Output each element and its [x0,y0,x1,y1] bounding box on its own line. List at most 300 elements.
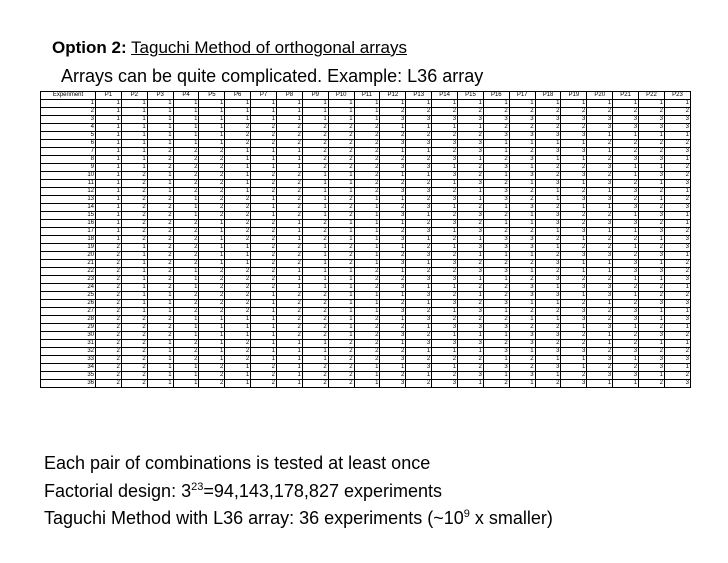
level-cell: 3 [406,292,432,300]
level-cell: 1 [225,156,251,164]
level-cell: 1 [199,356,225,364]
level-cell: 2 [225,300,251,308]
table-header-row [41,92,691,100]
header-p10: P10 [328,92,354,100]
level-cell: 1 [664,212,690,220]
level-cell: 1 [432,348,458,356]
level-cell: 1 [121,124,147,132]
level-cell: 1 [587,340,613,348]
level-cell: 2 [458,108,484,116]
level-cell: 1 [173,276,199,284]
level-cell: 1 [587,380,613,388]
level-cell: 2 [561,332,587,340]
level-cell: 2 [535,308,561,316]
level-cell: 2 [277,140,303,148]
level-cell: 1 [147,100,173,108]
level-cell: 2 [173,148,199,156]
level-cell: 3 [509,156,535,164]
level-cell: 2 [587,172,613,180]
level-cell: 1 [302,340,328,348]
title-link[interactable]: Taguchi Method of orthogonal arrays [131,38,407,57]
level-cell: 1 [483,332,509,340]
level-cell: 2 [483,316,509,324]
level-cell: 2 [328,140,354,148]
taguchi-prefix: Taguchi Method with L36 array: 36 experiments (~10 [44,508,464,528]
level-cell: 1 [587,260,613,268]
level-cell: 1 [483,148,509,156]
level-cell: 1 [328,316,354,324]
level-cell: 1 [302,276,328,284]
level-cell: 1 [509,212,535,220]
level-cell: 1 [225,116,251,124]
level-cell: 3 [664,244,690,252]
level-cell: 2 [639,244,665,252]
level-cell: 1 [328,276,354,284]
level-cell: 3 [664,356,690,364]
level-cell: 2 [147,324,173,332]
level-cell: 1 [147,340,173,348]
level-cell: 1 [354,196,380,204]
level-cell: 1 [535,228,561,236]
level-cell: 2 [251,268,277,276]
level-cell: 2 [535,236,561,244]
level-cell: 1 [251,340,277,348]
level-cell: 2 [354,356,380,364]
level-cell: 1 [225,108,251,116]
level-cell: 1 [225,372,251,380]
level-cell: 2 [96,284,122,292]
header-p11: P11 [354,92,380,100]
level-cell: 3 [561,196,587,204]
level-cell: 1 [147,380,173,388]
level-cell: 2 [406,220,432,228]
level-cell: 3 [509,284,535,292]
level-cell: 2 [328,132,354,140]
level-cell: 2 [328,164,354,172]
level-cell: 2 [328,252,354,260]
level-cell: 1 [147,292,173,300]
level-cell: 3 [432,172,458,180]
level-cell: 3 [509,372,535,380]
level-cell: 1 [354,236,380,244]
level-cell: 1 [147,140,173,148]
level-cell: 2 [535,124,561,132]
level-cell: 2 [121,220,147,228]
level-cell: 3 [380,212,406,220]
level-cell: 2 [147,228,173,236]
level-cell: 1 [173,372,199,380]
level-cell: 2 [613,284,639,292]
level-cell: 2 [96,292,122,300]
level-cell: 1 [483,204,509,212]
level-cell: 3 [613,156,639,164]
level-cell: 1 [199,260,225,268]
level-cell: 3 [483,324,509,332]
level-cell: 3 [587,252,613,260]
level-cell: 1 [380,244,406,252]
level-cell: 2 [277,260,303,268]
experiment-number-cell: 17 [41,228,96,236]
level-cell: 2 [173,172,199,180]
level-cell: 1 [354,100,380,108]
table-row [41,132,691,140]
level-cell: 1 [96,180,122,188]
level-cell: 2 [225,292,251,300]
level-cell: 1 [121,148,147,156]
level-cell: 3 [639,268,665,276]
level-cell: 2 [277,212,303,220]
level-cell: 1 [96,188,122,196]
level-cell: 2 [664,348,690,356]
level-cell: 1 [354,308,380,316]
header-p19: P19 [561,92,587,100]
level-cell: 3 [406,116,432,124]
table-row [41,348,691,356]
level-cell: 3 [535,148,561,156]
level-cell: 2 [199,156,225,164]
level-cell: 2 [509,308,535,316]
level-cell: 2 [406,332,432,340]
level-cell: 1 [432,284,458,292]
experiment-number-cell: 7 [41,148,96,156]
level-cell: 2 [587,244,613,252]
experiment-number-cell: 4 [41,124,96,132]
level-cell: 1 [147,124,173,132]
level-cell: 1 [302,252,328,260]
level-cell: 2 [121,380,147,388]
level-cell: 1 [328,236,354,244]
level-cell: 1 [277,100,303,108]
level-cell: 3 [561,316,587,324]
level-cell: 2 [380,348,406,356]
summary-taguchi [44,508,553,529]
level-cell: 1 [302,100,328,108]
level-cell: 1 [251,156,277,164]
level-cell: 1 [121,260,147,268]
table-row [41,364,691,372]
title-option-label: Option 2: [52,38,127,57]
level-cell: 3 [639,300,665,308]
level-cell: 2 [406,380,432,388]
level-cell: 1 [173,124,199,132]
level-cell: 2 [302,228,328,236]
level-cell: 1 [121,244,147,252]
level-cell: 1 [380,340,406,348]
level-cell: 2 [587,276,613,284]
level-cell: 2 [121,172,147,180]
level-cell: 1 [639,372,665,380]
level-cell: 1 [432,180,458,188]
level-cell: 1 [639,316,665,324]
level-cell: 2 [587,364,613,372]
level-cell: 2 [328,156,354,164]
level-cell: 1 [354,220,380,228]
level-cell: 1 [432,308,458,316]
level-cell: 1 [121,252,147,260]
level-cell: 1 [561,180,587,188]
level-cell: 1 [96,108,122,116]
level-cell: 1 [483,308,509,316]
level-cell: 1 [277,164,303,172]
level-cell: 2 [251,172,277,180]
level-cell: 1 [509,252,535,260]
level-cell: 1 [535,156,561,164]
level-cell: 1 [639,236,665,244]
table-row [41,180,691,188]
level-cell: 3 [483,348,509,356]
level-cell: 1 [664,284,690,292]
level-cell: 2 [328,148,354,156]
level-cell: 3 [483,116,509,124]
level-cell: 2 [432,372,458,380]
level-cell: 3 [535,332,561,340]
level-cell: 1 [96,156,122,164]
level-cell: 2 [561,108,587,116]
experiment-number-cell: 13 [41,196,96,204]
experiment-number-cell: 34 [41,364,96,372]
experiment-number-cell: 5 [41,132,96,140]
level-cell: 2 [199,212,225,220]
level-cell: 1 [561,292,587,300]
level-cell: 2 [328,372,354,380]
experiment-number-cell: 25 [41,292,96,300]
level-cell: 1 [328,324,354,332]
level-cell: 3 [535,132,561,140]
level-cell: 2 [302,316,328,324]
experiment-number-cell: 14 [41,204,96,212]
level-cell: 1 [251,164,277,172]
level-cell: 1 [173,204,199,212]
level-cell: 2 [639,292,665,300]
level-cell: 2 [664,292,690,300]
level-cell: 1 [509,268,535,276]
table-row [41,308,691,316]
level-cell: 3 [432,340,458,348]
level-cell: 3 [458,228,484,236]
level-cell: 2 [96,324,122,332]
level-cell: 1 [173,108,199,116]
level-cell: 2 [277,132,303,140]
level-cell: 3 [587,284,613,292]
level-cell: 1 [199,252,225,260]
level-cell: 2 [251,180,277,188]
level-cell: 3 [587,292,613,300]
level-cell: 3 [406,164,432,172]
level-cell: 1 [406,348,432,356]
level-cell: 2 [432,132,458,140]
level-cell: 3 [561,284,587,292]
level-cell: 2 [613,180,639,188]
level-cell: 2 [251,220,277,228]
level-cell: 2 [251,380,277,388]
level-cell: 2 [354,148,380,156]
level-cell: 1 [664,364,690,372]
level-cell: 2 [225,196,251,204]
level-cell: 2 [199,188,225,196]
level-cell: 2 [96,308,122,316]
level-cell: 1 [432,228,458,236]
level-cell: 1 [121,164,147,172]
level-cell: 2 [121,188,147,196]
level-cell: 2 [173,228,199,236]
level-cell: 1 [328,228,354,236]
summary-pairwise: Each pair of combinations is tested at least once [44,453,431,473]
level-cell: 2 [147,332,173,340]
table-row [41,140,691,148]
level-cell: 2 [277,292,303,300]
level-cell: 1 [96,212,122,220]
level-cell: 2 [664,164,690,172]
level-cell: 2 [225,348,251,356]
level-cell: 2 [121,340,147,348]
level-cell: 2 [173,348,199,356]
level-cell: 1 [613,244,639,252]
level-cell: 2 [380,132,406,140]
level-cell: 1 [406,260,432,268]
level-cell: 1 [302,260,328,268]
level-cell: 2 [96,348,122,356]
level-cell: 2 [225,276,251,284]
level-cell: 1 [561,356,587,364]
level-cell: 1 [509,100,535,108]
level-cell: 1 [277,228,303,236]
level-cell: 2 [251,284,277,292]
level-cell: 2 [509,188,535,196]
level-cell: 1 [406,284,432,292]
level-cell: 1 [199,348,225,356]
level-cell: 1 [225,324,251,332]
level-cell: 1 [354,212,380,220]
level-cell: 2 [458,164,484,172]
level-cell: 3 [509,244,535,252]
level-cell: 1 [302,204,328,212]
table-row [41,236,691,244]
level-cell: 2 [354,172,380,180]
level-cell: 1 [173,268,199,276]
level-cell: 2 [277,196,303,204]
level-cell: 3 [458,148,484,156]
level-cell: 1 [147,108,173,116]
level-cell: 2 [225,124,251,132]
level-cell: 2 [147,196,173,204]
level-cell: 1 [483,172,509,180]
level-cell: 1 [173,380,199,388]
level-cell: 2 [225,212,251,220]
level-cell: 1 [328,308,354,316]
level-cell: 3 [380,236,406,244]
level-cell: 1 [483,252,509,260]
level-cell: 1 [483,372,509,380]
level-cell: 1 [613,380,639,388]
level-cell: 1 [561,204,587,212]
level-cell: 3 [587,124,613,132]
level-cell: 3 [664,300,690,308]
level-cell: 3 [535,348,561,356]
level-cell: 1 [561,268,587,276]
level-cell: 1 [458,292,484,300]
level-cell: 2 [664,260,690,268]
level-cell: 2 [613,148,639,156]
level-cell: 1 [354,380,380,388]
level-cell: 1 [225,316,251,324]
level-cell: 3 [406,228,432,236]
level-cell: 2 [354,332,380,340]
level-cell: 1 [432,364,458,372]
level-cell: 2 [432,292,458,300]
level-cell: 1 [225,164,251,172]
level-cell: 3 [458,180,484,188]
level-cell: 2 [483,284,509,292]
level-cell: 3 [483,164,509,172]
level-cell: 1 [328,220,354,228]
level-cell: 1 [483,100,509,108]
level-cell: 2 [251,228,277,236]
level-cell: 1 [406,148,432,156]
level-cell: 1 [302,348,328,356]
level-cell: 1 [587,204,613,212]
level-cell: 1 [639,100,665,108]
level-cell: 1 [587,148,613,156]
level-cell: 1 [380,100,406,108]
level-cell: 1 [251,100,277,108]
level-cell: 2 [302,132,328,140]
level-cell: 2 [664,196,690,204]
header-p8: P8 [277,92,303,100]
level-cell: 3 [380,308,406,316]
level-cell: 2 [587,156,613,164]
level-cell: 2 [458,284,484,292]
level-cell: 1 [613,132,639,140]
level-cell: 3 [535,276,561,284]
level-cell: 2 [613,196,639,204]
level-cell: 2 [664,332,690,340]
level-cell: 2 [509,356,535,364]
level-cell: 1 [121,108,147,116]
experiment-number-cell: 1 [41,100,96,108]
level-cell: 1 [302,196,328,204]
level-cell: 1 [664,324,690,332]
level-cell: 2 [302,140,328,148]
level-cell: 1 [277,236,303,244]
level-cell: 1 [328,292,354,300]
header-p6: P6 [225,92,251,100]
level-cell: 1 [147,364,173,372]
level-cell: 2 [535,172,561,180]
level-cell: 2 [251,244,277,252]
level-cell: 2 [380,372,406,380]
level-cell: 2 [561,188,587,196]
level-cell: 1 [639,276,665,284]
level-cell: 2 [277,324,303,332]
level-cell: 2 [173,188,199,196]
level-cell: 2 [432,268,458,276]
level-cell: 2 [432,212,458,220]
level-cell: 1 [406,300,432,308]
level-cell: 3 [380,380,406,388]
level-cell: 2 [96,300,122,308]
experiment-number-cell: 16 [41,220,96,228]
level-cell: 3 [483,132,509,140]
level-cell: 1 [251,348,277,356]
level-cell: 2 [432,356,458,364]
level-cell: 3 [432,220,458,228]
level-cell: 2 [302,308,328,316]
level-cell: 2 [587,212,613,220]
level-cell: 3 [664,180,690,188]
table-row [41,260,691,268]
level-cell: 2 [380,300,406,308]
level-cell: 1 [509,164,535,172]
